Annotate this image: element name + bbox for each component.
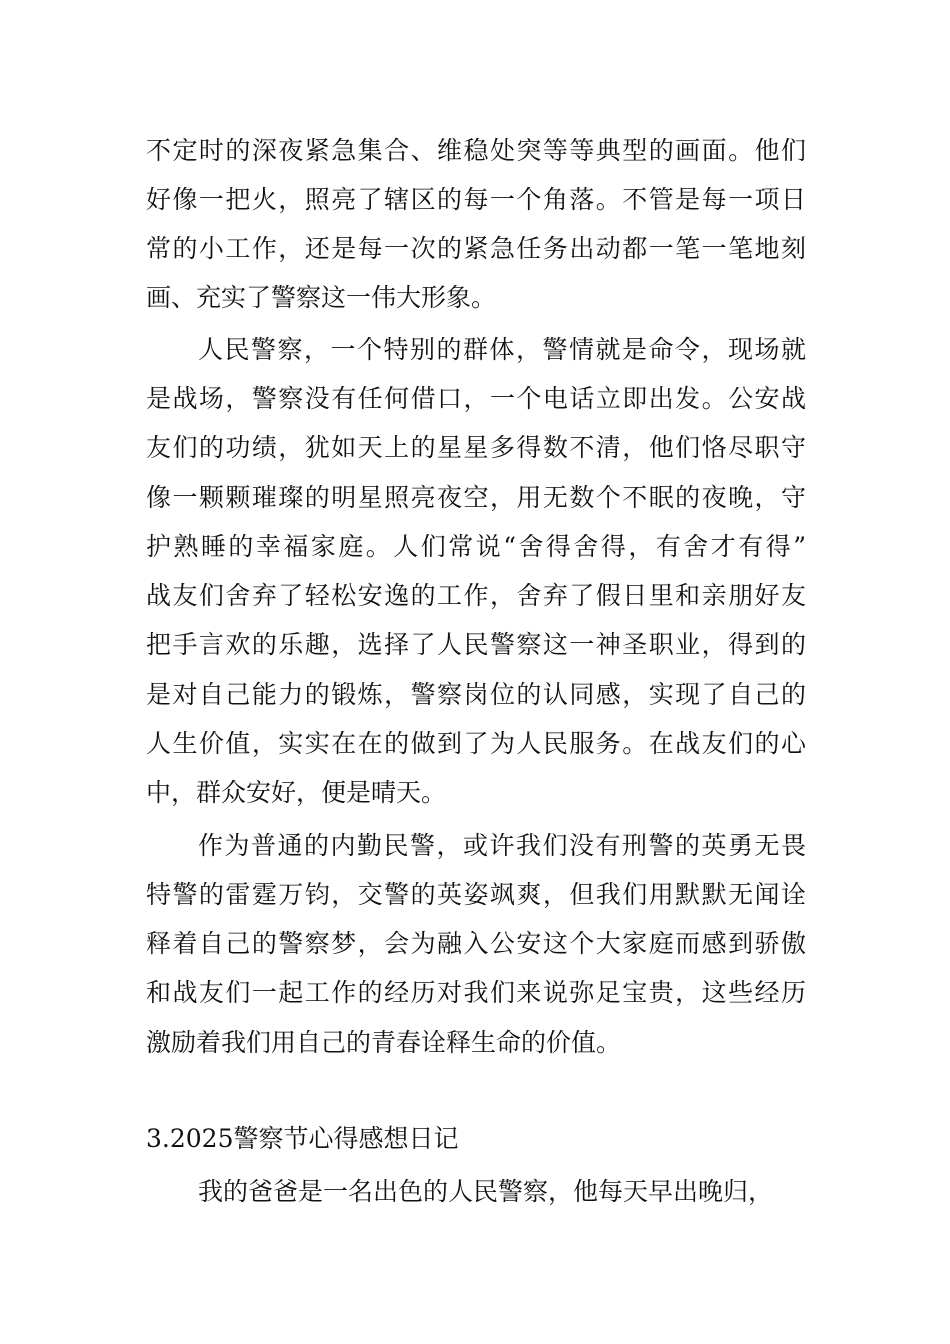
paragraph-2-line-3: 友们的功绩，犹如天上的星星多得数不清，他们恪尽职守 [146, 433, 806, 462]
paragraph-3-line-1: 作为普通的内勤民警，或许我们没有刑警的英勇无畏 [198, 831, 806, 860]
paragraph-1-line-1: 不定时的深夜紧急集合、维稳处突等等典型的画面。他们 [146, 136, 806, 165]
paragraph-2-line-6: 战友们舍弃了轻松安逸的工作，舍弃了假日里和亲朋好友 [146, 581, 806, 610]
paragraph-3-line-4: 和战友们一起工作的经历对我们来说弥足宝贵，这些经历 [146, 978, 806, 1007]
section-heading: 3.2025警察节心得感想日记 [146, 1124, 459, 1153]
paragraph-2-line-2: 是战场，警察没有任何借口，一个电话立即出发。公安战 [146, 384, 806, 413]
paragraph-1-line-4: 画、充实了警察这一伟大形象。 [146, 283, 497, 312]
paragraph-2-line-1: 人民警察，一个特别的群体，警情就是命令，现场就 [198, 335, 806, 364]
paragraph-1-line-2: 好像一把火，照亮了辖区的每一个角落。不管是每一项日 [146, 185, 806, 214]
paragraph-2-line-4: 像一颗颗璀璨的明星照亮夜空，用无数个不眠的夜晚，守 [146, 483, 806, 512]
paragraph-3-line-5: 激励着我们用自己的青春诠释生命的价值。 [146, 1028, 622, 1057]
paragraph-2-line-10: 中，群众安好，便是晴天。 [146, 778, 447, 807]
closing-paragraph-line-1: 我的爸爸是一名出色的人民警察，他每天早出晚归， [198, 1177, 774, 1206]
paragraph-2-line-5: 护熟睡的幸福家庭。人们常说“舍得舍得，有舍才有得” [146, 532, 806, 561]
paragraph-3-line-3: 释着自己的警察梦，会为融入公安这个大家庭而感到骄傲 [146, 929, 806, 958]
paragraph-2-line-9: 人生价值，实实在在的做到了为人民服务。在战友们的心 [146, 729, 806, 758]
paragraph-2-line-7: 把手言欢的乐趣，选择了人民警察这一神圣职业，得到的 [146, 630, 806, 659]
paragraph-1-line-3: 常的小工作，还是每一次的紧急任务出动都一笔一笔地刻 [146, 234, 806, 263]
paragraph-3-line-2: 特警的雷霆万钧，交警的英姿飒爽，但我们用默默无闻诠 [146, 880, 806, 909]
paragraph-2-line-8: 是对自己能力的锻炼，警察岗位的认同感，实现了自己的 [146, 680, 806, 709]
